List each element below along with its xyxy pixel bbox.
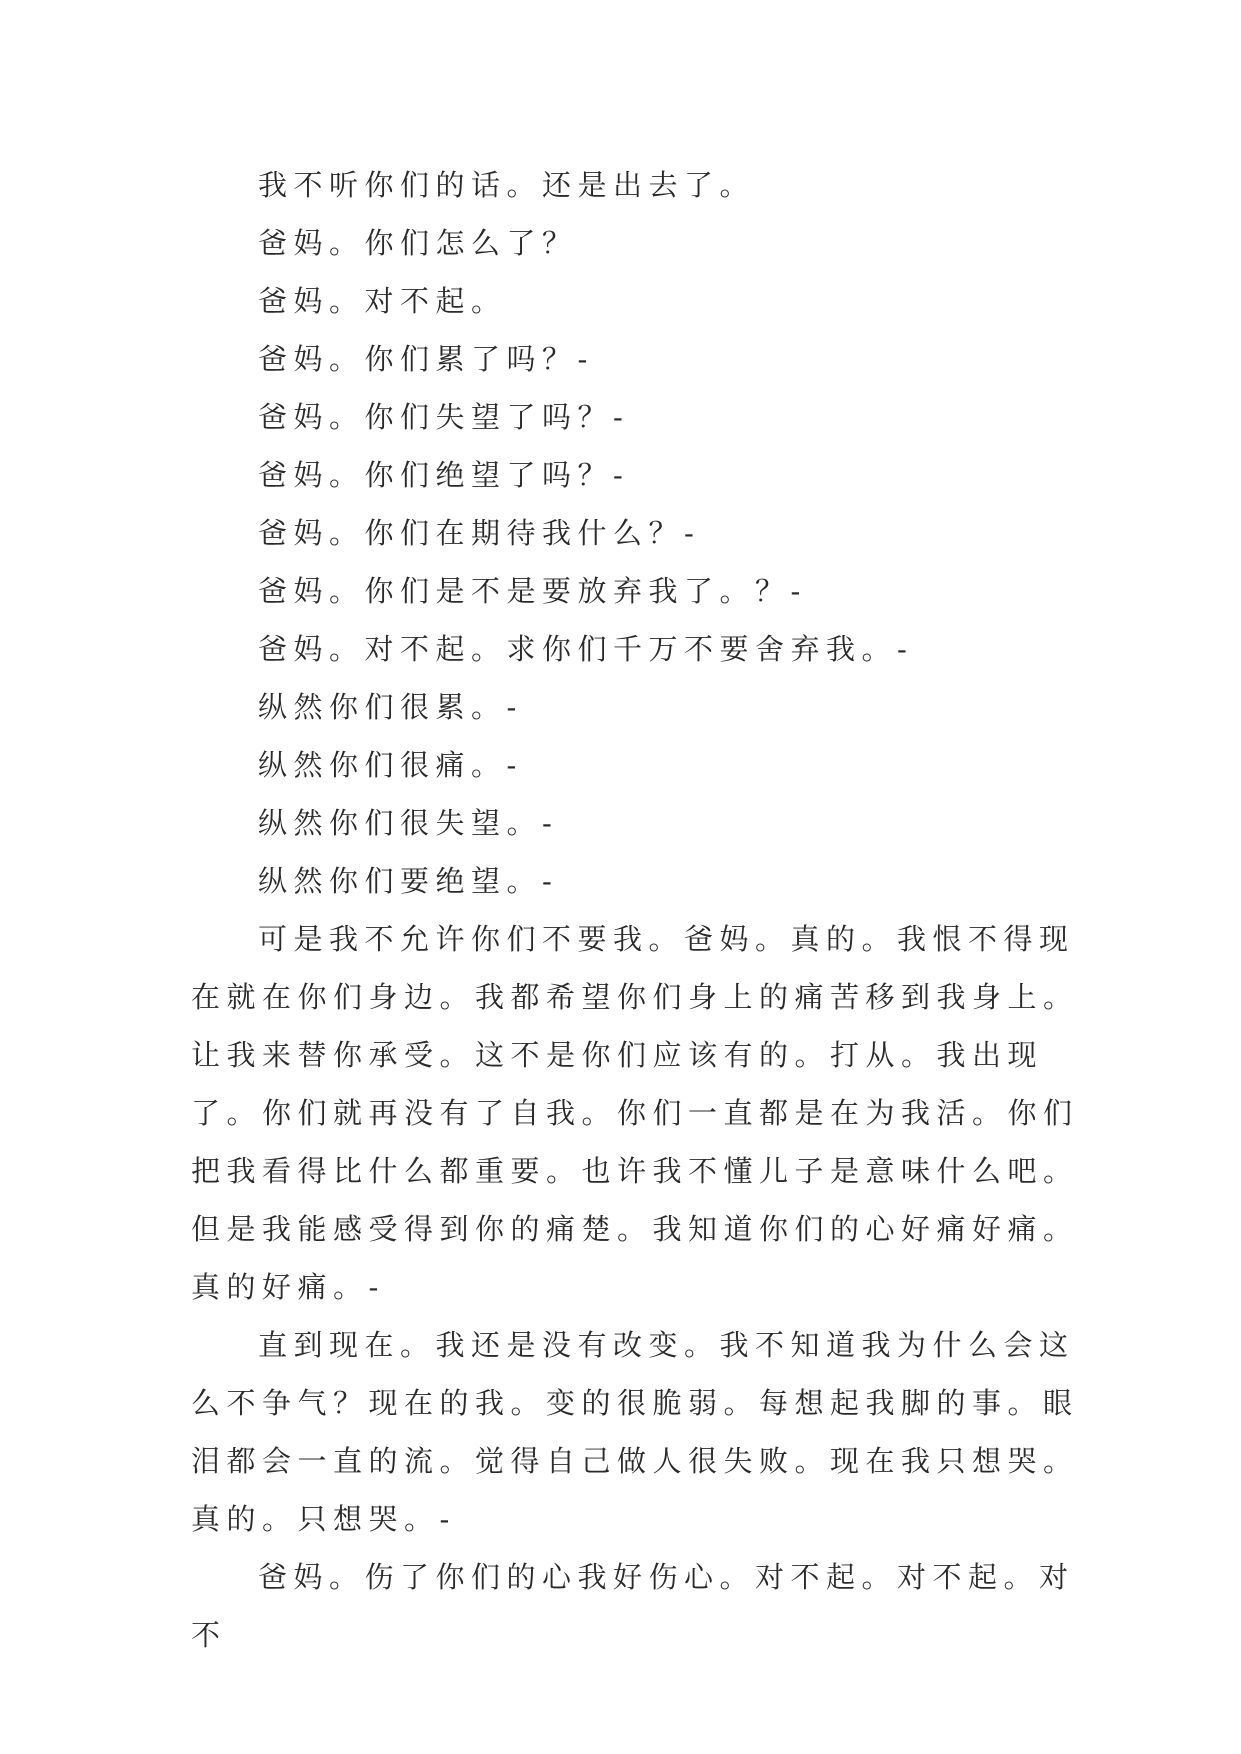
short-line: 纵然你们很失望。- <box>258 806 559 840</box>
short-line: 纵然你们很痛。- <box>258 748 523 782</box>
paragraph: 爸妈。伤了你们的心我好伤心。对不起。对不起。对不 <box>191 1560 1075 1652</box>
short-line: 纵然你们很累。- <box>258 690 523 724</box>
short-line: 爸妈。对不起。求你们千万不要舍弃我。- <box>258 632 914 666</box>
short-line: 爸妈。你们怎么了？ <box>258 226 578 260</box>
document-body <box>191 156 1081 1664</box>
paragraph: 直到现在。我还是没有改变。我不知道我为什么会这么不争气？现在的我。变的很脆弱。每想起我脚的事。眼泪都会一直的流。觉得自己做人很失败。现在我只想哭。真的。只想哭。- <box>191 1328 1079 1536</box>
paragraph: 可是我不允许你们不要我。爸妈。真的。我恨不得现在就在你们身边。我都希望你们身上的痛苦移到我身上。让我来替你承受。这不是你们应该有的。打从。我出现了。你们就再没有了自我。你们一直都是在为我活。你们把我看得比什么都重要。也许我不懂儿子是意味什么吧。但是我能感受得到你的痛楚。我知道你们的心好痛好痛。真的好痛。- <box>191 922 1079 1304</box>
short-line: 爸妈。你们累了吗？- <box>258 342 594 376</box>
short-line: 我不听你们的话。还是出去了。 <box>258 168 756 202</box>
short-line: 爸妈。你们失望了吗？- <box>258 400 630 434</box>
short-line: 纵然你们要绝望。- <box>258 864 559 898</box>
short-line: 爸妈。你们绝望了吗？- <box>258 458 630 492</box>
short-line: 爸妈。你们是不是要放弃我了。？- <box>258 574 807 608</box>
short-line: 爸妈。对不起。 <box>258 284 507 318</box>
short-line: 爸妈。你们在期待我什么？- <box>258 516 701 550</box>
